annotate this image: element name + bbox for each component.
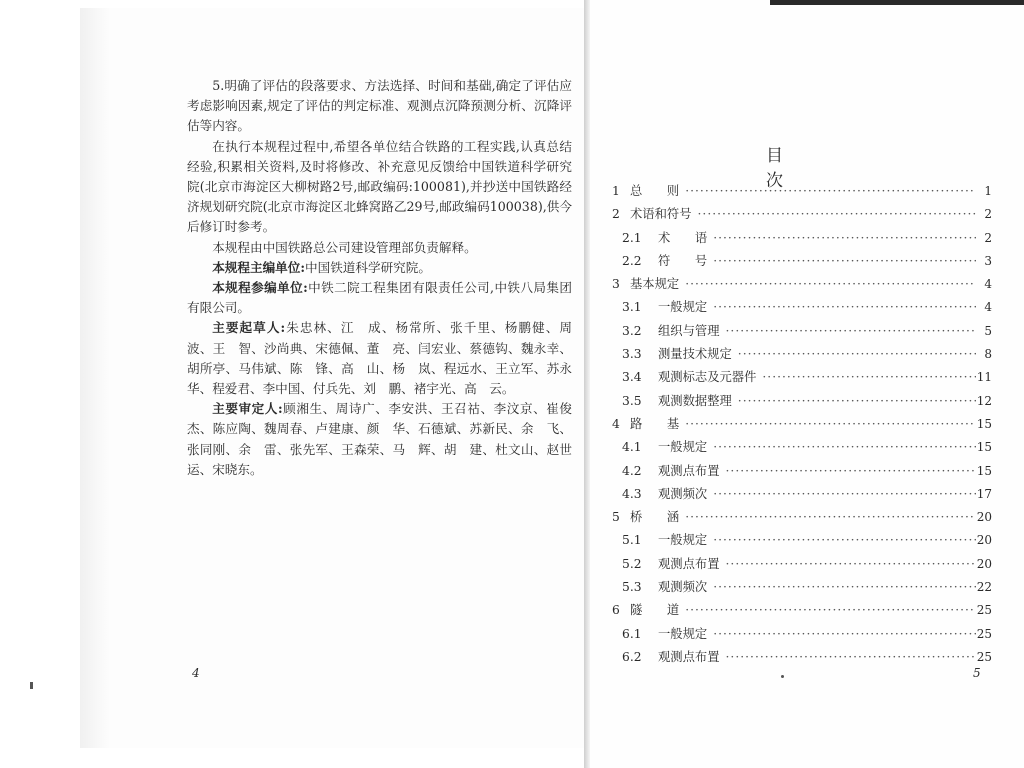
toc-entry-number: 6 (612, 603, 620, 618)
toc-leader-dots (685, 417, 976, 431)
toc-entry-page: 4 (984, 300, 992, 315)
toc-entry-number: 3.3 (622, 347, 642, 362)
toc-entry (612, 647, 992, 670)
paragraph (187, 399, 572, 480)
paragraph-text: 中铁二院工程集团有限责任公司,中铁八局集团有限公司。 (187, 280, 572, 316)
scan-edge (770, 0, 1024, 5)
toc-entry-label: 基本规定 (630, 277, 680, 292)
toc-leader-dots (738, 394, 976, 408)
toc-entry-page: 25 (976, 649, 992, 664)
paragraph: 在执行本规程过程中,希望各单位结合铁路的工程实践,认真总结经验,积累相关资料,及时将修改、补充意见反馈给中国铁道科学研究院(北京市海淀区大柳树路2号,邮政编码:100081),并抄送中国铁路经济规划研究院(北京市海淀区北蜂窝路乙29号,邮政编码100038),供今后修订时参考。 (187, 138, 572, 235)
paragraph (187, 278, 572, 318)
toc-leader-dots (726, 324, 977, 338)
toc-entry (612, 624, 992, 647)
paragraph-text: 顾湘生、周诗广、李安洪、王召祜、李汶京、崔俊杰、陈应陶、魏周春、卢建康、颜 华、石德斌、苏新民、余 飞、张同刚、余 雷、张先军、王森荣、马 辉、胡 建、杜文山、赵世运、宋晓东。 (187, 401, 572, 477)
toc-entry-page: 5 (984, 323, 992, 338)
toc-entry-number: 4.1 (622, 440, 642, 455)
toc-entry-number: 4 (612, 416, 620, 431)
toc-entry-label: 组织与管理 (658, 323, 720, 338)
toc-entry-label: 术 语 (658, 230, 708, 245)
toc-entry-page: 15 (976, 440, 992, 455)
toc-entry-number: 3.4 (622, 370, 642, 385)
toc-entry (612, 367, 992, 390)
toc-entry-label: 一般规定 (658, 626, 708, 641)
toc-entry-page: 2 (984, 207, 992, 222)
toc-entry-page: 25 (976, 603, 992, 618)
paragraph: 本规程由中国铁路总公司建设管理部负责解释。 (212, 239, 477, 255)
toc-title: 目次 (766, 146, 815, 191)
toc-entry (612, 554, 992, 577)
toc-leader-dots (726, 557, 977, 571)
paragraph-text: 中国铁道科学研究院。 (305, 259, 431, 275)
toc-entry-number: 3.1 (622, 300, 642, 315)
toc-entry-page: 12 (976, 393, 992, 408)
toc-entry (612, 228, 992, 251)
toc-leader-dots (713, 254, 976, 268)
toc-leader-dots (738, 347, 976, 361)
toc-entry-page: 4 (984, 277, 992, 292)
toc-entry-page: 20 (976, 533, 992, 548)
toc-entry-number: 4.2 (622, 463, 642, 478)
toc-entry (612, 251, 992, 274)
toc-entry-page: 17 (976, 486, 992, 501)
toc-entry-number: 3 (612, 277, 620, 292)
toc-entry (612, 414, 992, 437)
toc-entry-number: 4.3 (622, 486, 642, 501)
paragraph: 5.明确了评估的段落要求、方法选择、时间和基础,确定了评估应考虑影响因素,规定了评估的判定标准、观测点沉降预测分析、沉降评估等内容。 (187, 78, 572, 134)
toc-leader-dots (713, 533, 976, 547)
toc-entry-label: 隧 道 (630, 603, 680, 618)
toc-leader-dots (762, 370, 976, 384)
toc-entry (612, 461, 992, 484)
toc-entry-label: 符 号 (658, 253, 708, 268)
toc-leader-dots (685, 603, 976, 617)
scan-speck (30, 682, 33, 689)
toc-entry-label: 观测频次 (658, 486, 708, 501)
toc-entry-page: 20 (976, 556, 992, 571)
toc-entry-page: 20 (976, 510, 992, 525)
toc-entry-label: 一般规定 (658, 533, 708, 548)
paragraph-label: 本规程主编单位: (212, 259, 305, 275)
toc-entry (612, 391, 992, 414)
paragraph-text: 朱忠林、江 成、杨常所、张千里、杨鹏健、周 波、王 智、沙尚典、宋德佩、董 亮、闫宏业、蔡德钩、魏永幸、胡所亭、马伟斌、陈 锋、高 山、杨 岚、程远水、王立军、苏永华、程爱君、李中国、付兵先、刘 鹏、褚宇光、高 云。 (187, 320, 585, 397)
toc-entry-page: 3 (984, 253, 992, 268)
toc-entry-page: 15 (976, 463, 992, 478)
scan-dot (781, 675, 784, 678)
paragraph (187, 258, 572, 278)
toc-entry-label: 总 则 (630, 184, 680, 198)
toc-entry (612, 600, 992, 623)
toc-leader-dots (713, 580, 976, 594)
toc-entry-number: 3.2 (622, 323, 642, 338)
toc-entry-page: 22 (976, 580, 992, 595)
toc-entry (612, 321, 992, 344)
table-of-contents (612, 181, 992, 670)
toc-entry-label: 路 基 (630, 416, 680, 431)
toc-entry-number: 5 (612, 510, 620, 525)
toc-entry-number: 6.1 (622, 626, 642, 641)
toc-entry-page: 15 (976, 416, 992, 431)
toc-entry-label: 观测点布置 (658, 649, 720, 664)
toc-entry-label: 一般规定 (658, 440, 708, 455)
toc-entry-page: 11 (976, 370, 992, 385)
toc-leader-dots (713, 300, 976, 314)
toc-leader-dots (713, 440, 976, 454)
toc-entry-page: 25 (976, 626, 992, 641)
toc-entry (612, 297, 992, 320)
toc-entry (612, 344, 992, 367)
toc-entry (612, 507, 992, 530)
toc-entry-label: 观测点布置 (658, 556, 720, 571)
toc-entry-label: 观测点布置 (658, 463, 720, 478)
toc-entry-label: 术语和符号 (630, 207, 692, 222)
toc-entry (612, 181, 992, 204)
toc-entry-number: 5.1 (622, 533, 642, 548)
left-page-edge-shadow (80, 8, 110, 748)
left-page-text (187, 76, 585, 480)
toc-entry-number: 6.2 (622, 649, 642, 664)
toc-entry (612, 530, 992, 553)
toc-entry-number: 2.2 (622, 253, 642, 268)
toc-entry-page: 8 (984, 347, 992, 362)
toc-entry (612, 204, 992, 227)
toc-entry-label: 桥 涵 (630, 510, 680, 525)
toc-leader-dots (726, 650, 977, 664)
toc-entry-label: 观测标志及元器件 (658, 370, 757, 385)
toc-leader-dots (713, 487, 976, 501)
toc-leader-dots (685, 184, 976, 198)
toc-entry (612, 484, 992, 507)
toc-leader-dots (726, 464, 977, 478)
toc-leader-dots (713, 627, 976, 641)
toc-leader-dots (685, 510, 976, 524)
toc-leader-dots (713, 231, 976, 245)
toc-entry (612, 577, 992, 600)
toc-entry-page: 1 (984, 184, 992, 198)
toc-entry-number: 2.1 (622, 230, 642, 245)
toc-entry (612, 274, 992, 297)
toc-entry-label: 测量技术规定 (658, 347, 732, 362)
toc-entry-number: 2 (612, 207, 620, 222)
toc-entry-number: 3.5 (622, 393, 642, 408)
paragraph-label: 主要审定人: (212, 401, 283, 417)
paragraph (187, 318, 585, 399)
toc-entry (612, 437, 992, 460)
paragraph-label: 主要起草人: (212, 320, 286, 336)
toc-entry-label: 一般规定 (658, 300, 708, 315)
left-page-number: 4 (192, 666, 200, 680)
toc-leader-dots (698, 207, 977, 221)
paragraph-label: 本规程参编单位: (212, 280, 308, 296)
toc-leader-dots (685, 277, 976, 291)
toc-entry-number: 1 (612, 184, 620, 198)
toc-entry-page: 2 (984, 230, 992, 245)
toc-entry-label: 观测数据整理 (658, 393, 732, 408)
right-page-number: 5 (973, 666, 981, 680)
toc-entry-number: 5.2 (622, 556, 642, 571)
toc-entry-number: 5.3 (622, 580, 642, 595)
toc-entry-label: 观测频次 (658, 580, 708, 595)
